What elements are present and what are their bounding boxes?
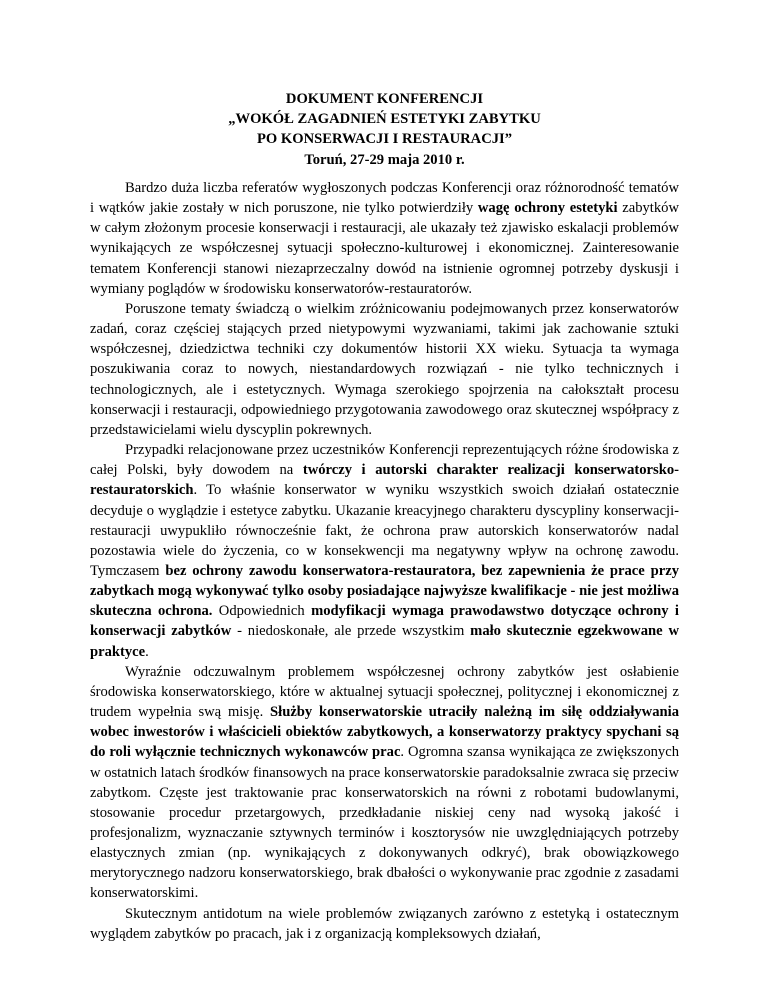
bold-run: Służby konserwatorskie utraciły należną im siłę oddziaływania wobec inwestorów i właścicieli obiektów zabytkowych, a konserwatorzy praktycy spychani są do roli wyłącznie technicznych wykonawców prac [90, 704, 679, 761]
bold-run: mało skutecznie egzekwowane w praktyce [90, 623, 679, 660]
text-run: Skutecznym antidotum na wiele problemów związanych zarówno z estetyką i ostatecznym wyglądem zabytków po pracach, jak i z organizacją kompleksowych działań, [90, 905, 679, 942]
paragraph-2 [90, 299, 679, 440]
bold-run: bez ochrony zawodu konserwatora-restauratora, bez zapewnienia że prace przy zabytkach mogą wykonywać tylko osoby posiadające najwyższe kwalifikacje - nie jest możliwa skuteczna ochrona. [90, 562, 679, 620]
header-title-line-1: DOKUMENT KONFERENCJI [285, 91, 484, 107]
paragraph-4 [90, 662, 679, 904]
text-run: Przypadki relacjonowane przez uczestników Konferencji reprezentujących różne środowiska z całej Polski, były dowodem na [90, 442, 679, 479]
text-run: zabytków w całym złożonym procesie konserwacji i restauracji, ale ukazały też zjawisko eskalacji problemów wynikających ze współczesnej sytuacji społeczno-kulturowej i ekonomicznej. Zainteresowanie tematem Konferencji stanowi niezaprzeczalny dowód na istnienie ogromnej potrzeby dyskusji i wymiany poglądów w środowisku konserwatorów-restauratorów. [90, 200, 679, 297]
document-body [90, 178, 679, 944]
text-run: . To właśnie konserwator w wyniku wszystkich swoich działań ostatecznie decyduje o wyglądzie i estetyce zabytku. Ukazanie kreacyjnego charakteru dyscypliny konserwacji-restauracji uwypukliło równocześnie fakt, że ochrona praw autorskich konserwatorów nadal pozostawia wiele do życzenia, co w konsekwencji ma negatywny wpływ na ochronę zawodu. Tymczasem [90, 482, 679, 579]
text-run: Wyraźnie odczuwalnym problemem współczesnej ochrony zabytków jest osłabienie środowiska konserwatorskiego, które w aktualnej sytuacji społecznej, politycznej i ekonomicznej z trudem wypełnia swą misję. [90, 663, 679, 721]
text-run: Odpowiednich [212, 603, 312, 620]
bold-run: wagę ochrony estetyki [477, 200, 618, 217]
document-header [90, 89, 679, 170]
header-title-line-3: PO KONSERWACJI I RESTAURACJI” [256, 131, 513, 148]
text-run: Poruszone tematy świadczą o wielkim zróżnicowaniu podejmowanych przez konserwatorów zadań, coraz częściej stających przed nietypowymi wyzwaniami, takimi jak zachowanie sztuki współczesnej, dziedzictwa techniki czy dokumentów historii XX wieku. Sytuacja ta wymaga poszukiwania coraz to nowych, niestandardowych rozwiązań - nie tylko technicznych i technologicznych, ale i estetycznych. Wymaga szerokiego spojrzenia na całokształt procesu konserwacji i restauracji, odpowiedniego przygotowania zawodowego oraz skutecznej współpracy z przedstawicielami wielu dyscyplin pokrewnych. [90, 300, 679, 438]
header-title-line-2: „WOKÓŁ ZAGADNIEŃ ESTETYKI ZABYTKU [228, 111, 541, 128]
text-run: - niedoskonałe, ale przede wszystkim [231, 623, 471, 640]
text-run: . [145, 643, 149, 660]
paragraph-3 [90, 440, 679, 662]
paragraph-1 [90, 178, 679, 299]
bold-run: twórczy i autorski charakter realizacji konserwatorsko-restauratorskich [90, 462, 679, 499]
header-date-place: Toruń, 27-29 maja 2010 r. [304, 151, 465, 168]
text-run: Bardzo duża liczba referatów wygłoszonych podczas Konferencji oraz różnorodność tematów i wątków jakie zostały w nich poruszone, nie tylko potwierdziły [90, 180, 679, 217]
text-run: . Ogromna szansa wynikająca ze zwiększonych w ostatnich latach środków finansowych na prace konserwatorskie paradoksalnie zwraca się przeciw zabytkom. Częste jest traktowanie prac konserwatorskich na równi z robotami budowlanymi, stosowanie procedur przetargowych, przedkładanie niskiej ceny nad wysoką jakość i profesjonalizm, wyznaczanie sztywnych terminów i kosztorysów nie uwzględniających potrzeby elastycznych zmian (np. wynikających z dokonywanych odkryć), brak obowiązkowego merytorycznego nadzoru konserwatorskiego, brak dbałości o wykonywanie prac zgodnie z zasadami konserwatorskimi. [90, 744, 679, 902]
paragraph-5 [90, 904, 679, 944]
bold-run: modyfikacji wymaga prawodawstwo dotyczące ochrony i konserwacji zabytków [90, 603, 679, 640]
